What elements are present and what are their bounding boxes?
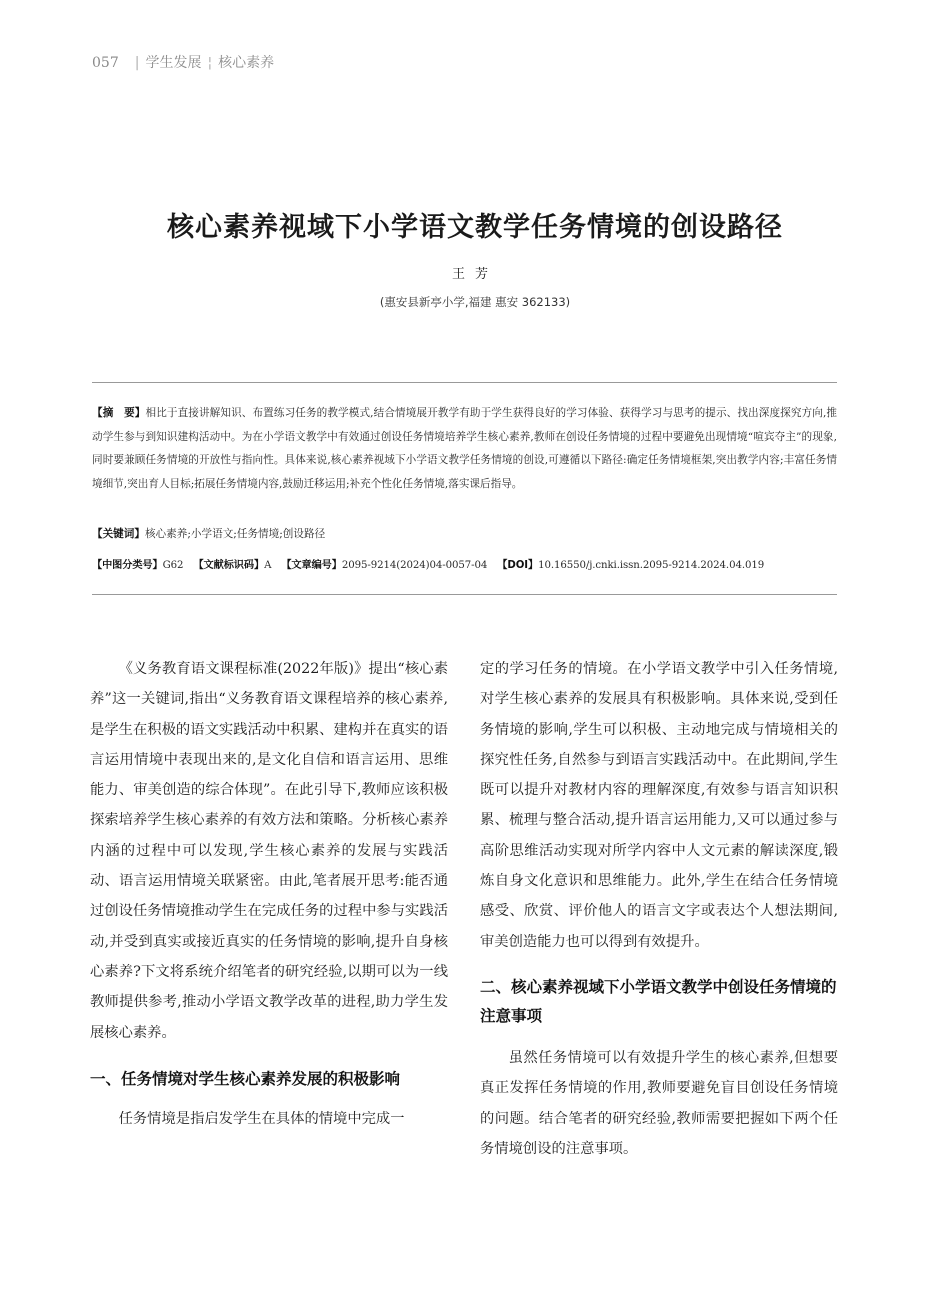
doc-code-label: 【文献标识码】 [193,560,265,571]
top-divider [92,382,837,383]
bottom-divider [92,594,837,595]
body-column-left [90,654,448,1134]
body-column-right [480,654,838,1164]
article-no-label: 【文章编号】 [281,560,342,571]
author-affiliation: (惠安县新亭小学,福建 惠安 362133) [379,295,571,309]
article-no-value: 2095-9214(2024)04-0057-04 [341,560,488,571]
section1-heading: 一、任务情境对学生核心素养发展的积极影响 [90,1069,401,1088]
abstract [92,402,837,496]
abstract-text: 相比于直接讲解知识、布置练习任务的教学模式,结合情境展开教学有助于学生获得良好的学习体验、获得学习与思考的提示、找出深度探究方向,推动学生参与到知识建构活动中。为在小学语文教学中有效通过创设任务情境培养学生核心素养,教师在创设任务情境的过程中要避免出现情境“喧宾夺主”的现象,同时要兼顾任务情境的开放性与指向性。具体来说,核心素养视域下小学语文教学任务情境的创设,可遵循以下路径:确定任务情境框架,突出教学内容;丰富任务情境细节,突出育人目标;拓展任务情境内容,鼓励迁移运用;补充个性化任务情境,落实课后指导。 [92,407,838,490]
article-metadata [92,556,852,571]
keywords-label: 【关键词】 [92,528,145,540]
header-section: 学生发展 [145,55,202,71]
intro-paragraph: 《义务教育语文课程标准(2022年版)》提出“核心素养”这一关键词,指出“义务教育语文课程培养的核心素养,是学生在积极的语文实践活动中积累、建构并在真实的语言运用情境中表现出来的,是文化自信和语言运用、思维能力、审美创造的综合体现”。在此引导下,教师应该积极探索培养学生核心素养的有效方法和策略。分析核心素养内涵的过程中可以发现,学生核心素养的发展与实践活动、语言运用情境关联紧密。由此,笔者展开思考:能否通过创设任务情境推动学生在完成任务的过程中参与实践活动,并受到真实或接近真实的任务情境的影响,提升自身核心素养?下文将系统介绍笔者的研究经验,以期可以为一线教师提供参考,推动小学语文教学改革的进程,助力学生发展核心素养。 [90,661,448,1041]
article-title: 核心素养视域下小学语文教学任务情境的创设路径 [167,212,783,243]
keywords [92,526,837,541]
clc-label: 【中图分类号】 [92,560,163,571]
section2-paragraph: 虽然任务情境可以有效提升学生的核心素养,但想要真正发挥任务情境的作用,教师要避免盲目创设任务情境的问题。结合笔者的研究经验,教师需要把握如下两个任务情境创设的注意事项。 [480,1049,838,1157]
section1-paragraph-start: 任务情境是指启发学生在具体的情境中完成一 [118,1110,405,1127]
clc-value: G62 [162,560,184,571]
section2-heading: 二、核心素养视域下小学语文教学中创设任务情境的注意事项 [480,977,837,1025]
running-header: 057 | 学生发展 ¦ 核心素养 [92,55,275,71]
page-number: 057 [92,55,119,71]
doi-label: 【DOI】 [497,560,539,571]
doc-code-value: A [264,560,272,571]
header-column: 核心素养 [218,55,275,71]
doi-value: 10.16550/j.cnki.issn.2095-9214.2024.04.019 [538,560,765,571]
article-author: 王芳 [451,267,498,282]
section1-paragraph-end: 定的学习任务的情境。在小学语文教学中引入任务情境,对学生核心素养的发展具有积极影响。具体来说,受到任务情境的影响,学生可以积极、主动地完成与情境相关的探究性任务,自然参与到语言实践活动中。在此期间,学生既可以提升对教材内容的理解深度,有效参与语言知识积累、梳理与整合活动,提升语言运用能力,又可以通过参与高阶思维活动实现对所学内容中人文元素的解读深度,锻炼自身文化意识和思维能力。此外,学生在结合任务情境感受、欣赏、评价他人的语言文字或表达个人想法期间,审美创造能力也可以得到有效提升。 [480,661,838,950]
abstract-label: 【摘 要】 [92,407,146,419]
keywords-text: 核心素养;小学语文;任务情境;创设路径 [144,528,326,540]
